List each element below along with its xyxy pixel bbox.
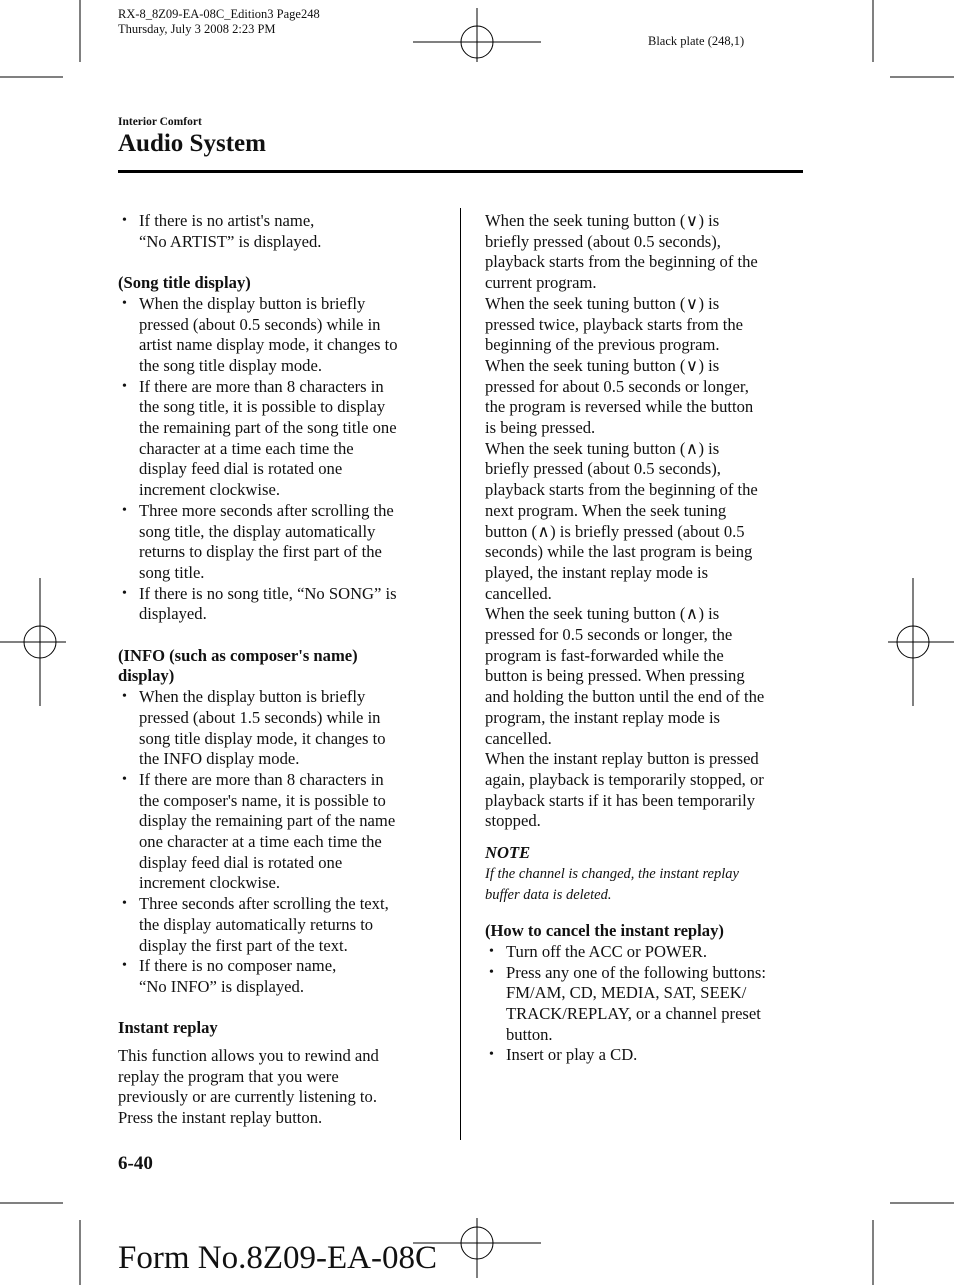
paragraph-seek-down-brief: When the seek tuning button (∨) is briefly pressed (about 0.5 seconds), playback starts from the beginning of the current program. [485, 211, 758, 293]
note-title: NOTE [485, 843, 531, 863]
list-item: • If there is no artist's name, “No ARTIST” is displayed. [118, 211, 448, 252]
list-item: • Press any one of the following buttons: FM/AM, CD, MEDIA, SAT, SEEK/ TRACK/REPLAY, or a channel preset button. [485, 963, 815, 1046]
seek-down-icon: ∨ [685, 293, 699, 313]
form-number: Form No.8Z09-EA-08C [118, 1240, 437, 1276]
page-title: Audio System [118, 130, 266, 157]
page-number: 6-40 [118, 1153, 153, 1174]
info-list [118, 687, 448, 998]
instant-replay-paragraph: This function allows you to rewind and replay the program that you were previously or are currently listening to. Press the instant replay button. [118, 1046, 379, 1128]
song-list [118, 294, 448, 625]
note-text: If the channel is changed, the instant replay buffer data is deleted. [485, 865, 739, 903]
seek-down-icon: ∨ [685, 211, 699, 230]
list-item: • Three more seconds after scrolling the song title, the display automatically returns to display the first part of the song title. [118, 501, 448, 584]
subheading-song: (Song title display) [118, 273, 251, 293]
list-item: • When the display button is briefly pressed (about 1.5 seconds) while in song title display mode, it changes to the INFO display mode. [118, 687, 448, 770]
timestamp: Thursday, July 3 2008 2:23 PM [118, 22, 276, 36]
seek-up-icon: ∧ [685, 604, 699, 624]
title-rule [118, 170, 803, 173]
subheading-instant-replay: Instant replay [118, 1018, 218, 1038]
seek-down-icon: ∨ [685, 355, 699, 375]
list-item: • If there is no composer name, “No INFO” is displayed. [118, 956, 448, 997]
seek-up-icon: ∧ [685, 438, 699, 458]
left-column [118, 211, 448, 1129]
list-item: • If there are more than 8 characters in the composer's name, it is possible to display the remaining part of the name one character at a time each time the display feed dial is rotated one increment clockwise. [118, 770, 448, 894]
plate-label: Black plate (248,1) [648, 34, 745, 48]
section-label: Interior Comfort [118, 116, 202, 128]
cancel-list [485, 942, 815, 1066]
list-item: • If there is no song title, “No SONG” is displayed. [118, 584, 448, 625]
list-item: • When the display button is briefly pressed (about 0.5 seconds) while in artist name display mode, it changes to the song title display mode. [118, 294, 448, 377]
subheading-cancel: (How to cancel the instant replay) [485, 921, 724, 941]
column-divider [460, 208, 461, 1140]
doc-id: RX-8_8Z09-EA-08C_Edition3 Page248 [118, 7, 320, 21]
list-item: • Three seconds after scrolling the text, the display automatically returns to display the first part of the text. [118, 894, 448, 956]
list-item: • Insert or play a CD. [485, 1045, 815, 1066]
subheading-info-cont: display) [118, 666, 175, 686]
list-item: • Turn off the ACC or POWER. [485, 942, 815, 963]
paragraph-seek-up-brief: When the seek tuning button (∧) is briefly pressed (about 0.5 seconds), playback starts from the beginning of the next program. When the seek tuning button (∧) is briefly pressed (about 0.5 seconds) while the last program is being played, the instant replay mode is cancelled. [485, 438, 758, 603]
subheading-info: (INFO (such as composer's name) [118, 645, 358, 665]
paragraph-seek-up-hold: When the seek tuning button (∧) is pressed for 0.5 seconds or longer, the program is fast-forwarded while the button is being pressed. When pressing and holding the button until the end of the program, the instant replay mode is cancelled. [485, 604, 765, 748]
paragraph-replay-again: When the instant replay button is pressed again, playback is temporarily stopped, or playback starts if it has been temporarily stopped. [485, 749, 764, 831]
paragraph-seek-down-twice: When the seek tuning button (∨) is pressed twice, playback starts from the beginning of the previous program. [485, 293, 744, 355]
seek-up-icon: ∧ [537, 521, 550, 541]
right-column [485, 211, 815, 1066]
list-item: • If there are more than 8 characters in the song title, it is possible to display the remaining part of the song title one character at a time each time the display feed dial is rotated one increment clockwise. [118, 377, 448, 501]
paragraph-seek-down-hold: When the seek tuning button (∨) is pressed for about 0.5 seconds or longer, the program is reversed while the button is being pressed. [485, 355, 754, 438]
